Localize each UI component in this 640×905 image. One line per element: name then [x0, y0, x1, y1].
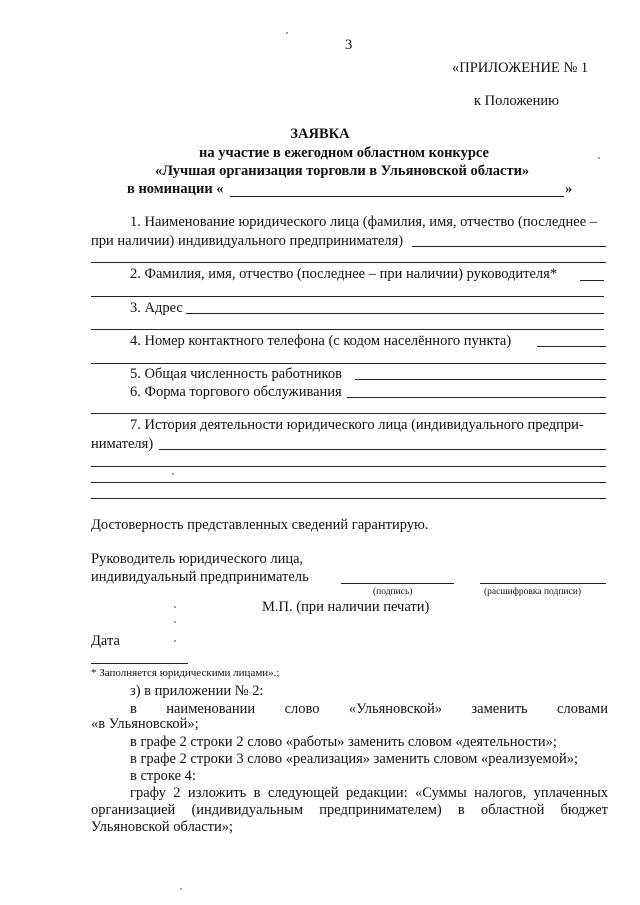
amendment-word: «Ульяновской»: [348, 701, 443, 717]
signature-line: [341, 583, 454, 584]
item-1-label-cont: при наличии) индивидуального предпринимателя): [91, 233, 404, 249]
amendment-intro: з) в приложении № 2:: [130, 683, 264, 699]
item-1-field-line: [412, 246, 606, 247]
amendment-word: заменить: [471, 701, 528, 717]
item-4-field-line: [537, 346, 606, 347]
amendment-row-4: в строке 4:: [130, 768, 196, 784]
item-3-field-line: [186, 313, 604, 314]
item-7-field-line: [91, 498, 606, 499]
scan-speck: [598, 157, 600, 159]
item-5-field-line: [355, 379, 606, 380]
form-subtitle: на участие в ежегодном областном конкурсе: [199, 145, 489, 161]
item-6-field-line: [347, 397, 606, 398]
amendment-word: слово: [284, 701, 320, 717]
amendment-row-2: в графе 2 строки 2 слово «работы» заменить словом «деятельности»;: [130, 734, 557, 750]
item-7-label-cont: нимателя): [91, 436, 154, 452]
signatory-title: Руководитель юридического лица,: [91, 551, 304, 567]
footnote-separator: [91, 663, 188, 664]
scan-speck: [174, 621, 176, 623]
item-5-label: 5. Общая численность работников: [130, 366, 342, 382]
item-4-label: 4. Номер контактного телефона (с кодом населённого пункта): [130, 333, 512, 349]
amendment-word: наименовании: [166, 701, 256, 717]
item-3-label: 3. Адрес: [130, 300, 183, 316]
nomination-suffix: »: [565, 181, 573, 197]
contest-name: «Лучшая организация торговли в Ульяновской области»: [155, 163, 530, 179]
item-2-field-line: [91, 296, 604, 297]
amendment-word: словами: [557, 701, 608, 717]
appendix-subtitle: к Положению: [474, 93, 559, 109]
scan-speck: [174, 606, 176, 608]
page-number: 3: [345, 37, 353, 53]
footnote: * Заполняется юридическими лицами».;: [91, 667, 280, 679]
item-7-label: 7. История деятельности юридического лица (индивидуального предпри-: [130, 417, 584, 433]
amendment-name-cont: «в Ульяновской»;: [91, 716, 199, 732]
item-1-field-line: [91, 262, 606, 263]
guarantee-statement: Достоверность представленных сведений гарантирую.: [91, 517, 429, 533]
item-7-field-line: [159, 449, 606, 450]
scan-speck: [180, 888, 182, 890]
item-6-label: 6. Форма торгового обслуживания: [130, 384, 342, 400]
scan-speck: [172, 473, 174, 475]
item-1-label: 1. Наименование юридического лица (фамилия, имя, отчество (последнее –: [130, 214, 598, 230]
item-6-field-line: [91, 413, 606, 414]
signature-caption: (подпись): [373, 587, 413, 597]
item-7-field-line: [91, 466, 606, 467]
amendment-text-cont: организацией (индивидуальным предпринимателем) в областной бюджет: [91, 802, 608, 818]
stamp-note: М.П. (при наличии печати): [262, 599, 430, 615]
signature-decode-caption: (расшифровка подписи): [484, 587, 581, 597]
appendix-label: «ПРИЛОЖЕНИЕ № 1: [452, 60, 589, 76]
item-3-field-line: [91, 329, 604, 330]
amendment-text: графу 2 изложить в следующей редакции: «Суммы налогов, уплаченных: [130, 785, 608, 801]
nomination-field-line: [230, 196, 564, 197]
scan-speck: [286, 32, 288, 34]
amendment-text-end: Ульяновской области»;: [91, 819, 234, 835]
amendment-name-line: [130, 701, 608, 718]
signatory-title-cont: индивидуальный предприниматель: [91, 569, 309, 585]
item-4-field-line: [91, 363, 606, 364]
scan-speck: [174, 640, 176, 642]
form-title: ЗАЯВКА: [290, 126, 350, 142]
item-7-field-line: [91, 482, 606, 483]
nomination-prefix: в номинации «: [127, 181, 224, 197]
amendment-word: в: [130, 701, 137, 717]
item-2-field-line: [580, 280, 604, 281]
amendment-row-3: в графе 2 строки 3 слово «реализация» заменить словом «реализуемой»;: [130, 751, 578, 767]
signature-decode-line: [480, 583, 606, 584]
item-2-label: 2. Фамилия, имя, отчество (последнее – при наличии) руководителя*: [130, 266, 558, 282]
date-label: Дата: [91, 633, 120, 649]
